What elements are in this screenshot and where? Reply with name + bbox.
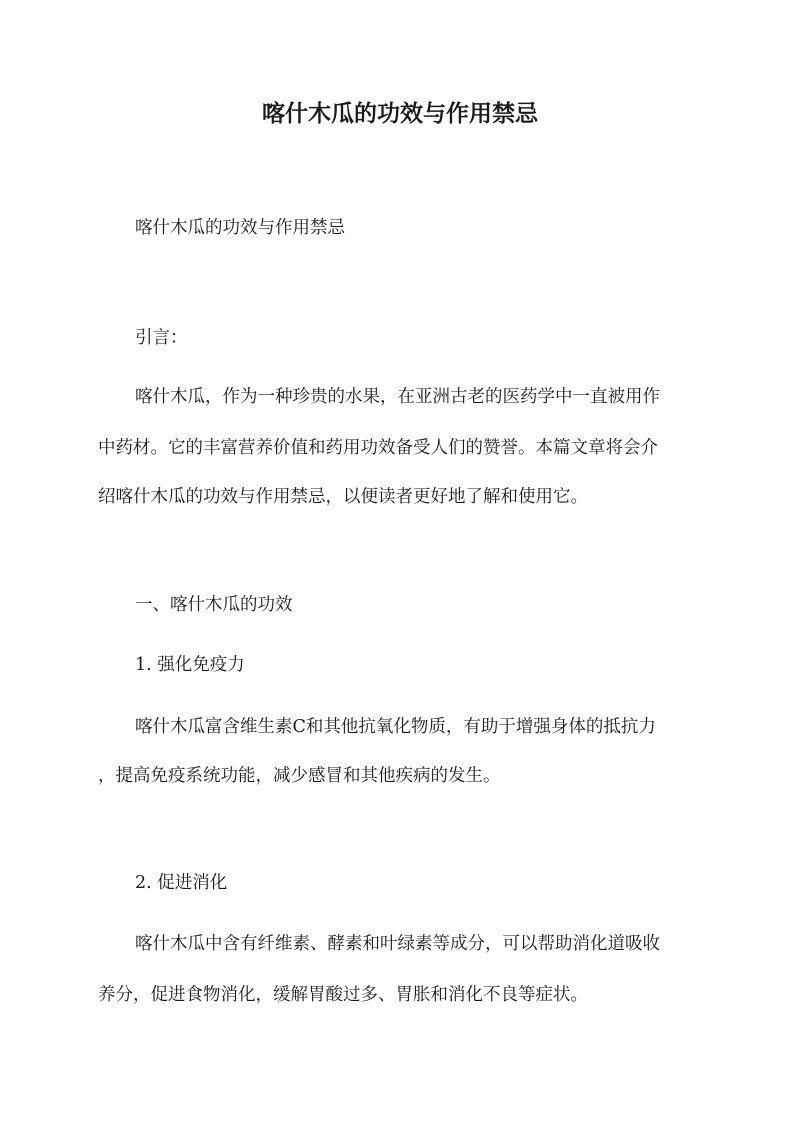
document-title: 喀什木瓜的功效与作用禁忌 [262,100,538,127]
item-1-heading: 1. 强化免疫力 [135,655,245,675]
intro-line-2: 中药材。它的丰富营养价值和药用功效备受人们的赞誉。本篇文章将会介 [98,438,658,458]
section-1-heading: 一、喀什木瓜的功效 [135,595,293,615]
subtitle: 喀什木瓜的功效与作用禁忌 [135,218,345,238]
item-2-heading: 2. 促进消化 [135,873,228,893]
intro-line-3: 绍喀什木瓜的功效与作用禁忌，以便读者更好地了解和使用它。 [98,487,588,507]
intro-line-1: 喀什木瓜，作为一种珍贵的水果，在亚洲古老的医药学中一直被用作 [135,387,660,407]
item-2-line-1: 喀什木瓜中含有纤维素、酵素和叶绿素等成分，可以帮助消化道吸收 [135,934,660,954]
item-1-line-1: 喀什木瓜富含维生素C和其他抗氧化物质，有助于增强身体的抵抗力 [135,717,656,737]
item-1-line-2: ，提高免疫系统功能，减少感冒和其他疾病的发生。 [98,766,501,786]
item-2-line-2: 养分，促进食物消化，缓解胃酸过多、胃胀和消化不良等症状。 [98,985,588,1005]
intro-heading: 引言： [135,328,188,348]
